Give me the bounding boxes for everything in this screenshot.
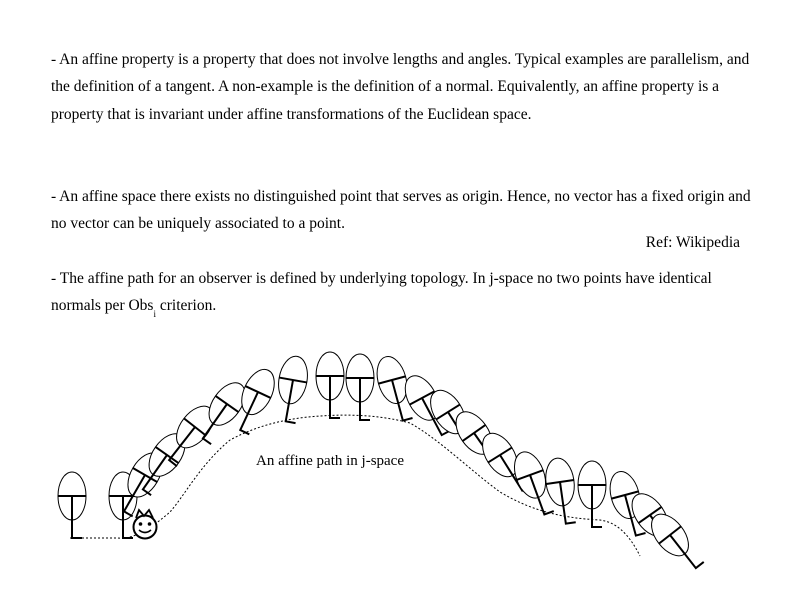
paragraph-affine-space: - An affine space there exists no distinguished point that serves as origin. Hence, no vector has a fixed origin and no vector can be uniquely associated to a point.: [51, 188, 751, 233]
reference-citation: Ref: Wikipedia: [645, 234, 740, 251]
paragraph-affine-path-text: - The affine path for an observer is defined by underlying topology. In j-space no two points have identical normals per Obs: [51, 270, 712, 315]
normal-tree: [644, 507, 707, 576]
paragraph-affine-path: [51, 265, 751, 329]
normal-tree: [346, 354, 374, 420]
observer-smiley-icon: [134, 510, 157, 539]
paragraph-affine-property: - An affine property is a property that does not involve lengths and angles. Typical examples are parallelism, and the definition of a tangent. A non-example is the definition of a normal. Equivalently, an affine property is a property that is invariant under affine transformations of the Euclidean space.: [51, 51, 750, 123]
normal-tree: [58, 472, 86, 538]
normal-tree: [578, 461, 606, 527]
obs-subscript: i: [153, 309, 156, 320]
diagram-label: An affine path in j-space: [256, 453, 405, 469]
normal-tree: [272, 354, 311, 424]
normal-tree: [316, 352, 344, 418]
paragraph-affine-path-tail: criterion.: [155, 297, 217, 315]
